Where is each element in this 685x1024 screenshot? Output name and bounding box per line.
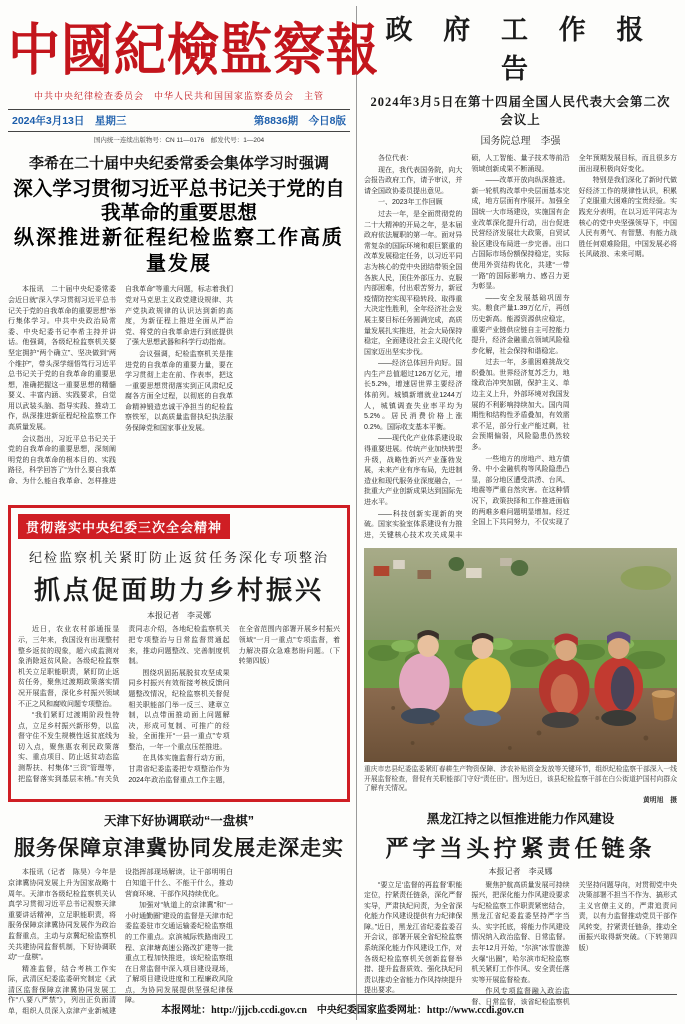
newspaper-title: 中國紀檢監察報 <box>8 17 380 84</box>
lead-article <box>8 152 350 498</box>
masthead <box>8 17 380 144</box>
photo-caption: 重庆市忠县纪委监委紧盯春耕生产物资保障、涉农补贴资金发放等关键环节，组织纪检监察干部深入一线开展监督检查，督促有关职能部门守好“责任田”。图为近日，该县纪检监察干部在白公街道护国村向群众了解有关情况。 <box>364 766 677 792</box>
paragraph: 在具体实施监督行动方面，甘肃省纪委监委把专项整治作为2024年政治监督重点工作主题，在全省范围内部署开展乡村振兴领域“一月一重点”专项监督，着力解决群众急难愁盼问题。（下转第四版） <box>128 626 340 784</box>
paragraph: “我们紧盯过渡期阶段性特点，立足乡村振兴新形势，以监督守住不发生规模性返贫底线为切入点，聚焦惠农利民政策落实、重点项目、防止返贫动态监测帮扶、村集体“三资”管理等，把监督落实到基层末梢。”有关负责同志介绍，各地纪检监察机关把专项整治与日常监督贯通起来，推动问题整改、完善制度机制。 <box>18 626 230 783</box>
heilongjiang-title: 严字当头拧紧责任链条 <box>385 835 656 861</box>
report-body <box>364 154 677 546</box>
lead-article-body <box>8 285 350 497</box>
footer-link-line[interactable]: 本报网址：http://jjjcb.ccdi.gov.cn 中央纪委国家监委网址：http://www.ccdi.gov.cn <box>161 1005 524 1016</box>
publication-date: 2024年3月13日 星期三 <box>12 114 127 127</box>
lead-kicker: 李希在二十届中央纪委常委会集体学习时强调 <box>28 154 329 172</box>
report-author: 国务院总理 李强 <box>480 136 561 147</box>
report-subtitle: 2024年3月5日在第十四届全国人民代表大会第二次会议上 <box>370 95 671 127</box>
paragraph: 会议强调，纪检监察机关是推进党的自我革命的重要力量，要在学习贯彻上走在前、作表率，把这一重要思想贯彻落实到正风肃纪反腐各方面全过程，以彻底的自我革命精神锻造忠诚干净担当的纪检监察铁军，以高质量监督执纪执法服务保障党和国家事业发展。 <box>125 350 233 433</box>
photo-credit: 黄明旭 摄 <box>643 796 677 804</box>
paragraph: 各位代表： <box>378 155 413 162</box>
top-section <box>8 6 677 1020</box>
paragraph: 现在，我代表国务院，向大会报告政府工作，请予审议，并请全国政协委员提出意见。 <box>364 166 463 195</box>
paragraph: 过去一年，是全面贯彻党的二十大精神的开局之年，是本届政府依法履职的第一年。面对异常复杂的国际环境和艰巨繁重的改革发展稳定任务，以习近平同志为核心的党中央团结带领全国各族人民，顶住外部压力、克服内部困难，付出艰苦努力，新冠疫情防控实现平稳转段、取得重大决定性胜利，全年经济社会发展主要目标任务圆满完成，高质量发展扎实推进，社会大局保持稳定，全面建设社会主义现代化国家迈出坚实步伐。 <box>364 210 463 356</box>
paragraph: 加强对“轨道上的京津冀”和“一小时通勤圈”建设的监督是天津市纪委监委驻市交通运输委纪检监察组的工作重点。京滨城际铁路南段工程、京津塘高速公路改扩建等一批重点工程加快推进，该纪检监察组在日常监督中深入项目建设现场，了解项目建设进度和工程廉政风险点，为协同发展提供坚强纪律保障。 <box>125 902 233 1005</box>
issue-number: 第8836期 今日8版 <box>253 114 346 127</box>
paragraph: 近日，农业农村部通报显示，三年来，我国没有出现整村整乡返贫的现象，超六成监测对象消除返贫风险。各级纪检监察机关立足职能职责，紧盯防止返贫任务，聚焦过渡期政策落实情况开展监督，深化乡村振兴领域不正之风和腐败问题专项整治。 <box>18 626 120 708</box>
paragraph: 作风专项监督融入政治监督、日常监督，该省纪检监察机关坚持问题导向，对贯彻党中央决策部署不担当不作为、搞形式主义官僚主义的，严肃追责问责，以有力监督推动党员干部作风转变，拧紧责任链条，推动全面振兴取得新突破。（下转第四版） <box>471 881 677 1007</box>
footer-urls <box>8 994 677 1016</box>
special-byline: 本报记者 李灵娜 <box>147 611 211 621</box>
paragraph: 围绕巩固拓展脱贫攻坚成果同乡村振兴有效衔接考核反馈问题整改情况，纪检监察机关督促相关职能部门举一反三、建章立制，以点带面推动面上问题解决，形成可复制、可推广的经验，全面推开“一县一重点”专项整治，一年一个重点压茬推进。 <box>128 669 230 751</box>
basket <box>652 690 675 721</box>
tianjin-kicker: 天津下好协调联动“一盘棋” <box>103 814 254 829</box>
publication-number: 国内统一连续出版物号：CN 11—0176 邮发代号：1—204 <box>93 136 265 144</box>
left-column <box>8 6 380 1020</box>
special-article-box <box>8 505 350 802</box>
heilongjiang-byline: 本报记者 李灵娜 <box>488 866 553 876</box>
supervisor-line: 中共中央纪律检查委员会 中华人民共和国国家监察委员会 主管 <box>33 90 324 101</box>
heilongjiang-kicker: 黑龙江持之以恒推进能力作风建设 <box>426 811 615 826</box>
paragraph: 过去一年，多重困难挑战交织叠加。世界经济复苏乏力，地缘政治冲突加剧，保护主义、单边主义上升，外部环境对我国发展的不利影响持续加大。国内周期性和结构性矛盾叠加，有效需求不足，部分行业产能过剩，社会预期偏弱，风险隐患仍然较多。 <box>471 359 570 452</box>
lead-headline-line2: 纵深推进新征程纪检监察工作高质量发展 <box>14 227 344 276</box>
right-column <box>356 6 677 1020</box>
dateline <box>8 109 350 132</box>
series-badge: 贯彻落实中央纪委三次全会精神 <box>18 514 230 539</box>
tianjin-article <box>8 811 350 1020</box>
paragraph: ——经济总体回升向好。国内生产总值超过126万亿元，增长5.2%，增速居世界主要经济体前列。城镇新增就业1244万人，城镇调查失业率平均为5.2%。居民消费价格上涨0.2%。国际收支基本平衡。 <box>364 360 463 431</box>
special-article-body <box>18 625 340 793</box>
special-subtitle: 纪检监察机关紧盯防止返贫任务深化专项整治 <box>28 550 329 566</box>
paragraph: “要立足‘监督的再监督’职能定位，拧紧责任链条，深化严督实导，严肃执纪问责，为全省深化能力作风建设提供有力纪律保障。”近日，黑龙江省纪委监委召开会议，部署开展全省纪检监察系统深化能力作风建设工作，对各级纪检监察机关创新监督举措、提升监督质效、强化执纪问责以推动全省能力作风持续提升提出要求。 <box>364 881 463 995</box>
special-title: 抓点促面助力乡村振兴 <box>33 575 324 606</box>
paragraph: ——安全发展基础巩固夯实。粮食产量1.39万亿斤，再创历史新高。能源资源供应稳定，重要产业链供应链自主可控能力提升，经济金融重点领域风险稳步化解，社会保持和谐稳定。 <box>471 294 570 355</box>
paragraph: ——改革开放向纵深推进。新一轮机构改革中央层面基本完成，地方层面有序展开。加强全国统一大市场建设，实施国有企业改革深化提升行动，出台促进民营经济发展壮大政策，自贸试验区建设布局进一步完善。出口占国际市场份额保持稳定，实际使用外资结构优化，共建“一带一路”的国际影响力、感召力更为彰显。 <box>471 177 570 291</box>
lead-headline-line1: 深入学习贯彻习近平总书记关于党的自我革命的重要思想 <box>13 177 345 224</box>
paragraph: ——科技创新实现新的突破。国家实验室体系建设有力推进，关键核心技术攻关成果丰硕，人工智能、量子技术等前沿领域创新成果不断涌现。 <box>364 155 570 539</box>
paragraph: 一、2023年工作回顾 <box>378 199 443 207</box>
heilongjiang-article <box>364 809 677 1019</box>
report-title: 政 府 工 作 报 告 <box>385 15 656 84</box>
paragraph: 聚焦护航高质量发展可持续振兴，把深化能力作风建设要求与纪检监察工作职责紧密结合，黑龙江省纪委监委坚持严字当头、实字托底，将能力作风建设情况纳入政治监督、日常监督。去年12月开始，“尔滨”冰雪旅游火爆“出圈”，哈尔滨市纪检监察机关紧盯工作作风、安全责任落实等开展监督检查。 <box>471 881 570 984</box>
report-article <box>364 8 677 546</box>
paragraph: 精准监督，结合考核工作实际，武清区纪委监委研究制定《武清区监督保障京津冀协同发展工作“八要八严禁”》，列出正负面清单，组织人员深入京津产业新城建设指挥部现场解读，让干部明明白白知道干什么、不能干什么，推动营商环境、干部作风持续优化。 <box>8 869 233 1016</box>
paragraph: 本报讯（记者 陈昊）今年是京津冀协同发展上升为国家战略十周年。天津市各级纪检监察机关认真学习贯彻习近平总书记视察天津重要讲话精神，立足职能职责，将服务保障京津冀协同发展作为政治监督重点，主动与京冀纪检监察机关共建协同监督机制，下好协调联动“一盘棋”。 <box>8 869 116 962</box>
tianjin-title: 服务保障京津冀协同发展走深走实 <box>14 836 344 861</box>
field-photo <box>364 548 677 762</box>
paragraph: 一些地方的房地产、地方债务、中小金融机构等风险隐患凸显，部分地区遭受洪涝、台风、地震等严重自然灾害。在这种情况下，政策抉择和工作推进面临的两难多难问题明显增加。经过全国上下共同努力，不仅实现了全年预期发展目标，而且很多方面出现积极向好变化。 <box>471 155 677 527</box>
paragraph: ——现代化产业体系建设取得重要进展。传统产业加快转型升级，战略性新兴产业蓬勃发展，未来产业有序布局，先进制造业和现代服务业深度融合，一批重大产业创新成果达到国际先进水平。 <box>364 435 463 506</box>
paragraph: 本报讯 二十届中央纪委常委会近日就“深入学习贯彻习近平总书记关于党的自我革命的重要思想”举行集体学习。中共中央政治局常委、中央纪委书记李希主持并讲话。他强调，各级纪检监察机关要坚定拥护“两个确立”、坚决做到“两个维护”，带头深学细悟笃行习近平总书记关于党的自我革命的重要思想，准确把握这一重要思想的精髓要义、丰富内涵、实践要求，自觉用以武装头脑、指导实践、推动工作，纵深推进新征程纪检监察工作高质量发展。 <box>8 286 116 432</box>
paragraph: 会议指出，习近平总书记关于党的自我革命的重要思想，深刻阐明党的自我革命的根本目的、实践路径，科学回答了“为什么要自我革命、为什么能自我革命、怎样推进自我革命”等重大问题，标志着我们党对马克思主义政党建设规律、共产党执政规律的认识达到新的高度，为新征程上推进全面从严治党、将党的自我革命进行到底提供了强大思想武器和科学行动指南。 <box>8 286 233 486</box>
paragraph: 特别是我们深化了新时代做好经济工作的规律性认识，积累了克服重大困难的宝贵经验。实践充分表明，在以习近平同志为核心的党中央坚强领导下，中国人民有勇气、有智慧、有能力战胜任何艰难险阻，中国发展必将长风破浪、未来可期。 <box>578 177 677 259</box>
